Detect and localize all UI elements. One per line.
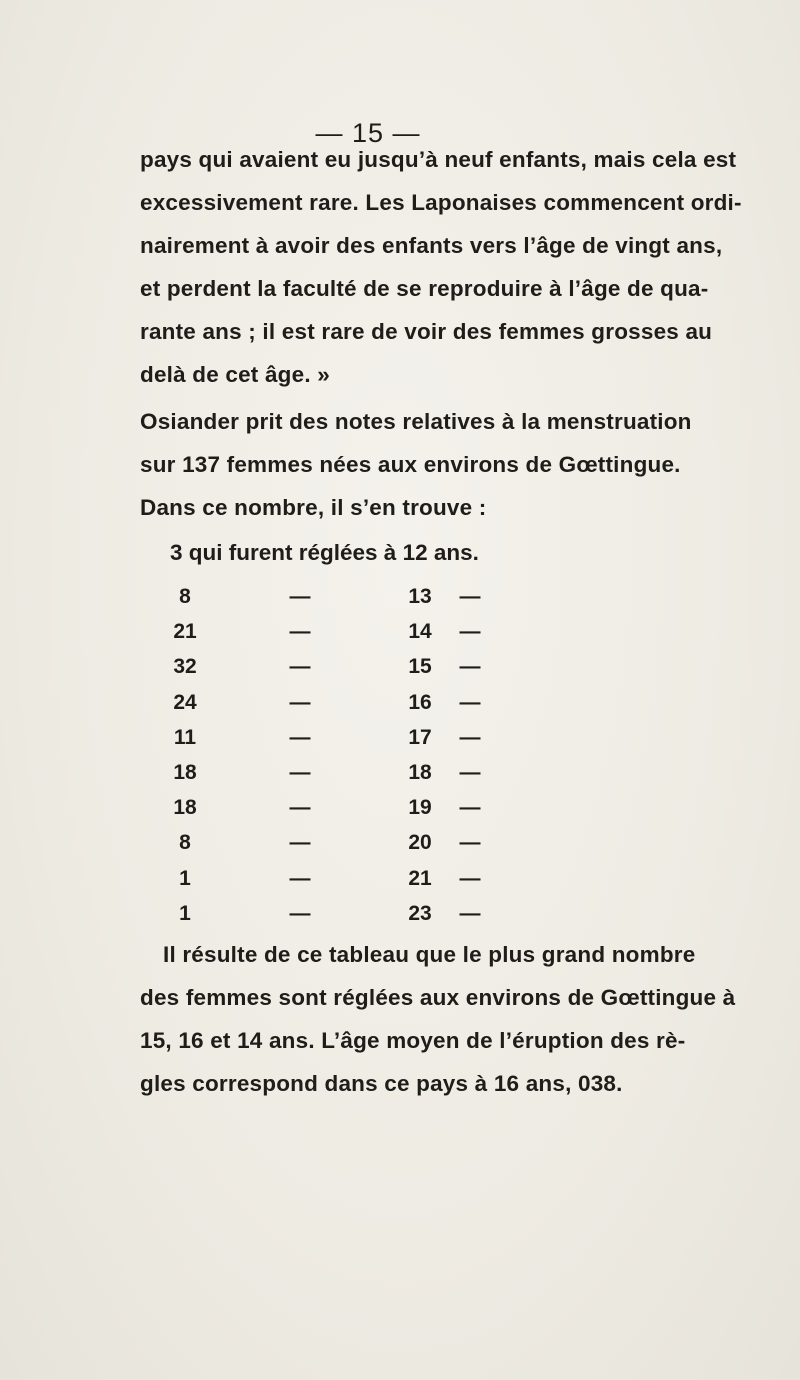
row-dash: — <box>289 761 311 784</box>
text-line: delà de cet âge. » <box>140 362 330 387</box>
row-count: 18 <box>173 761 197 784</box>
table-row <box>0 831 800 861</box>
table-row <box>0 796 800 826</box>
row-count: 8 <box>179 831 191 854</box>
text-line: Il résulte de ce tableau que le plus grand nombre <box>163 942 696 967</box>
text-line: gles correspond dans ce pays à 16 ans, 038. <box>140 1071 623 1096</box>
row-count: 8 <box>179 585 191 608</box>
page-number: — 15 — <box>315 118 421 148</box>
table-row <box>0 620 800 650</box>
text-line: pays qui avaient eu jusqu’à neuf enfants, mais cela est <box>140 147 737 172</box>
text-line: Dans ce nombre, il s’en trouve : <box>140 495 487 520</box>
row-age: 21 <box>408 867 432 890</box>
table-row <box>0 655 800 685</box>
row-dash: — <box>459 726 481 749</box>
row-age: 23 <box>408 902 432 925</box>
row-dash: — <box>289 831 311 854</box>
row-dash: — <box>459 796 481 819</box>
table-row <box>0 902 800 932</box>
text-line: excessivement rare. Les Laponaises commencent ordi- <box>140 190 742 215</box>
row-dash: — <box>459 655 481 678</box>
row-dash: — <box>289 867 311 890</box>
row-count: 18 <box>173 796 197 819</box>
text-line: Osiander prit des notes relatives à la menstruation <box>140 409 692 434</box>
row-age: 18 <box>408 761 432 784</box>
text-line: sur 137 femmes nées aux environs de Gœttingue. <box>140 452 681 477</box>
text-line: des femmes sont réglées aux environs de Gœttingue à <box>140 985 736 1010</box>
row-age: 17 <box>408 726 432 749</box>
row-dash: — <box>459 831 481 854</box>
row-age: 19 <box>408 796 432 819</box>
row-dash: — <box>459 761 481 784</box>
row-count: 1 <box>179 902 191 925</box>
row-count: 1 <box>179 867 191 890</box>
row-count: 11 <box>173 726 197 749</box>
row-dash: — <box>289 620 311 643</box>
table-row <box>0 726 800 756</box>
row-dash: — <box>289 691 311 714</box>
text-line: rante ans ; il est rare de voir des femmes grosses au <box>140 319 713 344</box>
row-age: 13 <box>408 585 432 608</box>
text-line: nairement à avoir des enfants vers l’âge de vingt ans, <box>140 233 723 258</box>
row-dash: — <box>289 726 311 749</box>
row-dash: — <box>459 620 481 643</box>
row-dash: — <box>289 655 311 678</box>
row-dash: — <box>289 585 311 608</box>
row-dash: — <box>459 585 481 608</box>
row-dash: — <box>289 902 311 925</box>
row-age: 15 <box>408 655 432 678</box>
row-count: 24 <box>173 691 197 714</box>
row-dash: — <box>459 902 481 925</box>
table-row <box>0 867 800 897</box>
row-count: 32 <box>173 655 197 678</box>
row-dash: — <box>459 691 481 714</box>
row-age: 20 <box>408 831 432 854</box>
table-header: 3 qui furent réglées à 12 ans. <box>170 540 479 565</box>
row-age: 16 <box>408 691 432 714</box>
row-dash: — <box>459 867 481 890</box>
row-age: 14 <box>408 620 432 643</box>
row-count: 21 <box>173 620 197 643</box>
table-row <box>0 585 800 615</box>
text-line: 15, 16 et 14 ans. L’âge moyen de l’éruption des rè- <box>140 1028 686 1053</box>
table-row <box>0 761 800 791</box>
text-line: et perdent la faculté de se reproduire à l’âge de qua- <box>140 276 709 301</box>
row-dash: — <box>289 796 311 819</box>
table-row <box>0 691 800 721</box>
